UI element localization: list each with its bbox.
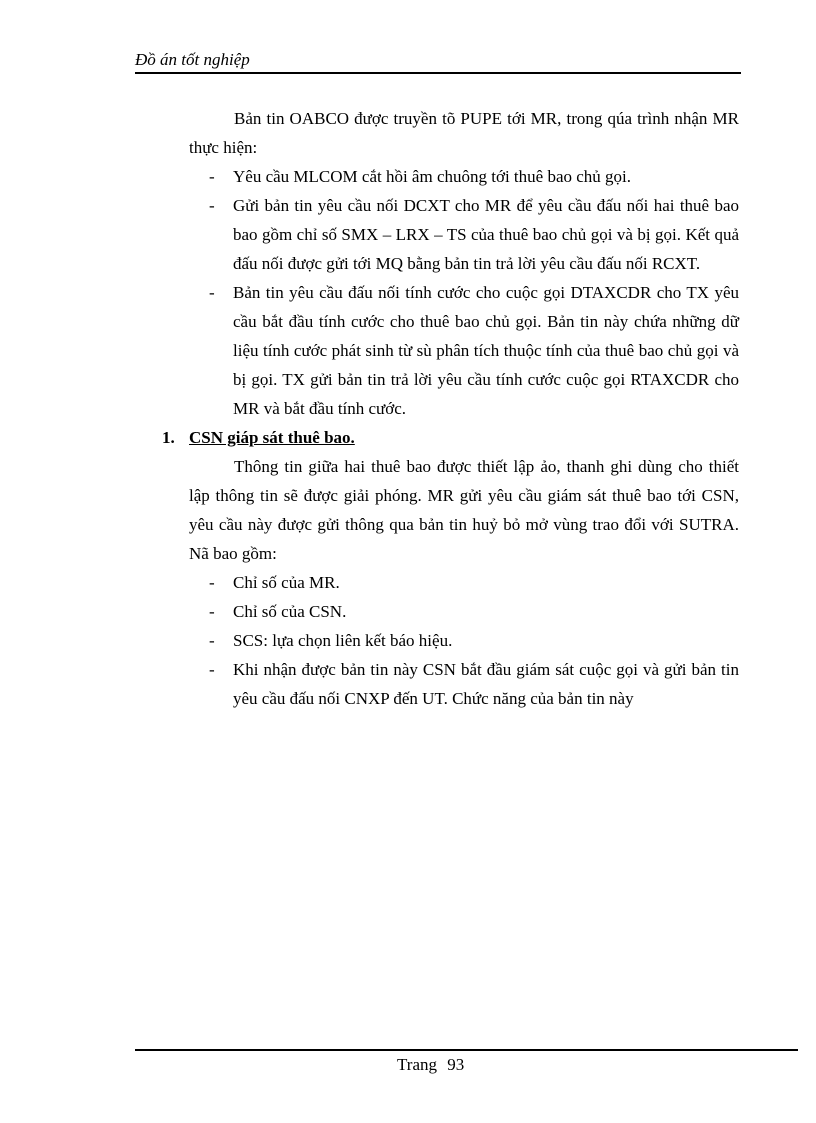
section-number: 1.	[162, 428, 175, 447]
list-item	[189, 655, 739, 713]
list-item-text: Chỉ số của CSN.	[233, 602, 347, 621]
document-body	[162, 104, 739, 713]
list-item	[189, 568, 739, 597]
list-item	[189, 626, 739, 655]
dash-marker: -	[209, 631, 215, 650]
page-footer	[135, 1049, 798, 1074]
dash-marker: -	[209, 660, 215, 679]
intro-paragraph: Bản tin OABCO được truyền tõ PUPE tới MR, trong qúa trình nhận MR thực hiện:	[189, 109, 739, 157]
section-paragraph: Thông tin giữa hai thuê bao được thiết lập ảo, thanh ghi dùng cho thiết lập thông tin sẽ được giải phóng. MR gửi yêu cầu giám sát thuê bao tới CSN, yêu cầu này được gửi thông qua bản tin huỷ bỏ mở vùng trao đổi với SUTRA. Nã bao gồm:	[189, 457, 739, 563]
dash-marker: -	[209, 573, 215, 592]
list-item	[189, 278, 739, 423]
list-item-text: Chỉ số của MR.	[233, 573, 340, 592]
list-item-text: Gửi bản tin yêu cầu nối DCXT cho MR để yêu cầu đấu nối hai thuê bao bao gồm chỉ số SMX – LRX – TS của thuê bao chủ gọi và bị gọi. Kết quả đấu nối được gửi tới MQ bằng bản tin trả lời yêu cầu đấu nối RCXT.	[233, 196, 739, 273]
page-number: 93	[447, 1055, 465, 1074]
dash-marker: -	[209, 602, 215, 621]
list-item-text: SCS: lựa chọn liên kết báo hiệu.	[233, 631, 453, 650]
list-item	[189, 597, 739, 626]
footer-text	[397, 1055, 464, 1075]
footer-label: Trang	[397, 1055, 437, 1074]
list-item	[189, 191, 739, 278]
dash-marker: -	[209, 167, 215, 186]
section-heading	[162, 423, 739, 452]
section-title: CSN giáp sát thuê bao.	[189, 428, 355, 447]
dash-marker: -	[209, 283, 215, 302]
dash-marker: -	[209, 196, 215, 215]
bullet-list-1	[189, 162, 739, 423]
list-item-text: Khi nhận được bản tin này CSN bắt đầu giám sát cuộc gọi và gửi bản tin yêu cầu đấu nối CNXP đến UT. Chức năng của bản tin này	[233, 660, 739, 708]
list-item-text: Bản tin yêu cầu đấu nối tính cước cho cuộc gọi DTAXCDR cho TX yêu cầu bắt đầu tính cước cho thuê bao chủ gọi. Bản tin này chứa những dữ liệu tính cước phát sinh từ sù phân tích thuộc tính của thuê bao chủ gọi và bị gọi. TX gửi bản tin trả lời yêu cầu tính cước cuộc gọi RTAXCDR cho MR và bắt đầu tính cước.	[233, 283, 739, 418]
header-title: Đồ án tốt nghiệp	[135, 50, 250, 69]
page-header	[135, 46, 741, 74]
bullet-list-2	[189, 568, 739, 713]
list-item	[189, 162, 739, 191]
list-item-text: Yêu cầu MLCOM cắt hồi âm chuông tới thuê bao chủ gọi.	[233, 167, 632, 186]
